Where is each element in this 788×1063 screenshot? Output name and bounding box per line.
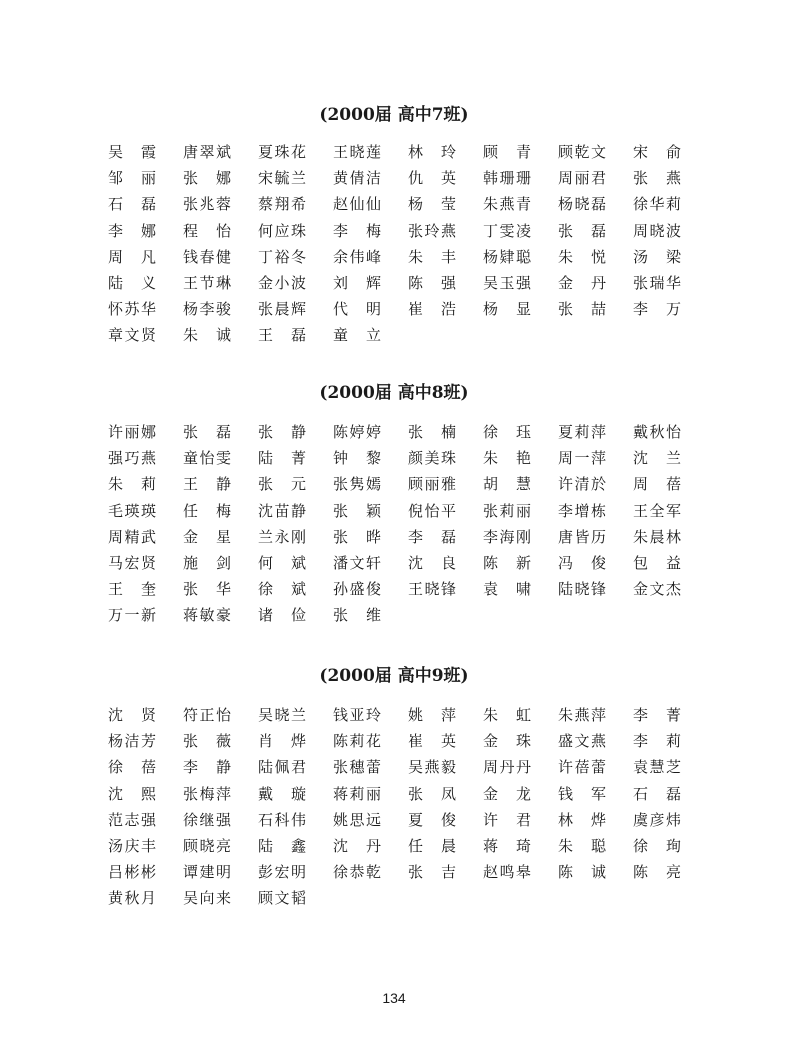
student-name: 颜美珠 bbox=[408, 449, 456, 468]
section-title-class-7: (2000届 高中7班) bbox=[319, 105, 469, 125]
student-name: 金小波 bbox=[258, 273, 306, 292]
student-name: 沈苗静 bbox=[258, 501, 306, 520]
student-name: 沈 贤 bbox=[108, 706, 156, 724]
student-name: 包 益 bbox=[633, 553, 681, 572]
student-name: 黄秋月 bbox=[108, 889, 156, 908]
student-name: 周 蓓 bbox=[633, 475, 681, 494]
student-name: 杨 显 bbox=[483, 300, 531, 319]
student-name: 夏 俊 bbox=[408, 810, 456, 829]
student-name: 彭宏明 bbox=[258, 863, 306, 882]
student-name: 周晓波 bbox=[633, 221, 681, 240]
student-name: 宋 俞 bbox=[633, 143, 681, 161]
student-name: 毛瑛瑛 bbox=[108, 501, 156, 520]
student-name: 陆 鑫 bbox=[258, 836, 306, 855]
student-name: 张 维 bbox=[333, 606, 381, 625]
student-name: 陆佩君 bbox=[258, 758, 306, 777]
student-name: 夏莉萍 bbox=[558, 423, 606, 441]
student-name: 石科伟 bbox=[258, 810, 306, 829]
student-name: 张 元 bbox=[258, 475, 306, 494]
student-name: 潘文轩 bbox=[333, 553, 381, 572]
student-name: 李 磊 bbox=[408, 527, 456, 546]
student-name: 代 明 bbox=[333, 300, 381, 319]
student-name: 朱 悦 bbox=[558, 247, 606, 266]
student-name: 许蓓蕾 bbox=[558, 758, 606, 777]
student-name: 朱晨林 bbox=[633, 527, 681, 546]
student-name: 程 怡 bbox=[183, 221, 231, 240]
student-name: 张 薇 bbox=[183, 732, 231, 751]
student-name: 林 烨 bbox=[558, 810, 606, 829]
student-name: 徐 蓓 bbox=[108, 758, 156, 777]
student-name: 徐继强 bbox=[183, 810, 231, 829]
student-name: 戴 璇 bbox=[258, 784, 306, 803]
student-name: 蔡翔希 bbox=[258, 195, 306, 214]
student-name: 张 晔 bbox=[333, 527, 381, 546]
student-name: 万一新 bbox=[108, 606, 156, 625]
student-name: 朱燕萍 bbox=[558, 706, 606, 724]
student-name: 李 万 bbox=[633, 300, 681, 319]
student-name: 陈婷婷 bbox=[333, 423, 381, 441]
student-name: 吴燕毅 bbox=[408, 758, 456, 777]
student-name: 张 燕 bbox=[633, 169, 681, 188]
student-name: 王 奎 bbox=[108, 580, 156, 599]
student-name: 黄倩洁 bbox=[333, 169, 381, 188]
student-name: 张 磊 bbox=[558, 221, 606, 240]
student-name: 石 磊 bbox=[108, 195, 156, 214]
student-name: 诸 俭 bbox=[258, 606, 306, 625]
student-name: 张隽嫣 bbox=[333, 475, 381, 494]
student-name: 张 华 bbox=[183, 580, 231, 599]
student-name: 谭建明 bbox=[183, 863, 231, 882]
name-grid-class-8 bbox=[108, 419, 708, 629]
student-name: 李 静 bbox=[183, 758, 231, 777]
student-name: 李海刚 bbox=[483, 527, 531, 546]
student-name: 施 剑 bbox=[183, 553, 231, 572]
student-name: 王晓锋 bbox=[408, 580, 456, 599]
student-name: 张瑞华 bbox=[633, 273, 681, 292]
student-name: 宋毓兰 bbox=[258, 169, 306, 188]
student-name: 许清於 bbox=[558, 475, 606, 494]
student-name: 朱 艳 bbox=[483, 449, 531, 468]
student-name: 钟 黎 bbox=[333, 449, 381, 468]
student-name: 周精武 bbox=[108, 527, 156, 546]
student-name: 杨洁芳 bbox=[108, 732, 156, 751]
student-name: 钱春健 bbox=[183, 247, 231, 266]
student-name: 杨李骏 bbox=[183, 300, 231, 319]
student-name: 陈 亮 bbox=[633, 863, 681, 882]
student-name: 何 斌 bbox=[258, 553, 306, 572]
student-name: 吴玉强 bbox=[483, 273, 531, 292]
student-name: 沈 良 bbox=[408, 553, 456, 572]
student-name: 吴 霞 bbox=[108, 143, 156, 161]
student-name: 张 颖 bbox=[333, 501, 381, 520]
student-name: 顾丽雅 bbox=[408, 475, 456, 494]
student-name: 沈 丹 bbox=[333, 836, 381, 855]
student-name: 唐皆历 bbox=[558, 527, 606, 546]
student-name: 陈 诚 bbox=[558, 863, 606, 882]
student-name: 朱 莉 bbox=[108, 475, 156, 494]
student-name: 范志强 bbox=[108, 810, 156, 829]
student-name: 蒋 琦 bbox=[483, 836, 531, 855]
student-name: 张 静 bbox=[258, 423, 306, 441]
section-title-class-8: (2000届 高中8班) bbox=[319, 383, 469, 403]
student-name: 杨晓磊 bbox=[558, 195, 606, 214]
student-name: 崔 英 bbox=[408, 732, 456, 751]
student-name: 朱 诚 bbox=[183, 326, 231, 345]
student-name: 李 菁 bbox=[633, 706, 681, 724]
student-name: 沈 熙 bbox=[108, 784, 156, 803]
student-name: 陈 新 bbox=[483, 553, 531, 572]
student-name: 张 娜 bbox=[183, 169, 231, 188]
student-name: 金 龙 bbox=[483, 784, 531, 803]
student-name: 张穗蕾 bbox=[333, 758, 381, 777]
student-name: 马宏贤 bbox=[108, 553, 156, 572]
student-name: 张兆蓉 bbox=[183, 195, 231, 214]
page-number: 134 bbox=[382, 990, 406, 1006]
student-name: 王节琳 bbox=[183, 273, 231, 292]
student-name: 童 立 bbox=[333, 326, 381, 345]
student-name: 顾文韬 bbox=[258, 889, 306, 908]
student-name: 唐翠斌 bbox=[183, 143, 231, 161]
student-name: 林 玲 bbox=[408, 143, 456, 161]
student-name: 戴秋怡 bbox=[633, 423, 681, 441]
student-name: 徐华莉 bbox=[633, 195, 681, 214]
student-name: 朱燕青 bbox=[483, 195, 531, 214]
student-name: 刘 辉 bbox=[333, 273, 381, 292]
student-name: 徐 斌 bbox=[258, 580, 306, 599]
student-name: 邹 丽 bbox=[108, 169, 156, 188]
student-name: 姚思远 bbox=[333, 810, 381, 829]
student-name: 汤 梁 bbox=[633, 247, 681, 266]
student-name: 沈 兰 bbox=[633, 449, 681, 468]
student-name: 张 楠 bbox=[408, 423, 456, 441]
student-name: 顾乾文 bbox=[558, 143, 606, 161]
student-name: 金文杰 bbox=[633, 580, 681, 599]
student-name: 童怡雯 bbox=[183, 449, 231, 468]
student-name: 张 磊 bbox=[183, 423, 231, 441]
student-name: 肖 烨 bbox=[258, 732, 306, 751]
student-name: 许丽娜 bbox=[108, 423, 156, 441]
student-name: 袁慧芝 bbox=[633, 758, 681, 777]
student-name: 蒋莉丽 bbox=[333, 784, 381, 803]
student-name: 张玲燕 bbox=[408, 221, 456, 240]
student-name: 吕彬彬 bbox=[108, 863, 156, 882]
student-name: 虞彦炜 bbox=[633, 810, 681, 829]
student-name: 王 静 bbox=[183, 475, 231, 494]
student-name: 韩珊珊 bbox=[483, 169, 531, 188]
student-name: 张 吉 bbox=[408, 863, 456, 882]
student-name: 符正怡 bbox=[183, 706, 231, 724]
student-name: 周 凡 bbox=[108, 247, 156, 266]
student-name: 仇 英 bbox=[408, 169, 456, 188]
student-name: 周丽君 bbox=[558, 169, 606, 188]
student-name: 余伟峰 bbox=[333, 247, 381, 266]
student-name: 王 磊 bbox=[258, 326, 306, 345]
student-name: 周丹丹 bbox=[483, 758, 531, 777]
student-name: 张梅萍 bbox=[183, 784, 231, 803]
student-name: 任 梅 bbox=[183, 501, 231, 520]
student-name: 吴晓兰 bbox=[258, 706, 306, 724]
student-name: 姚 萍 bbox=[408, 706, 456, 724]
student-name: 钱 军 bbox=[558, 784, 606, 803]
student-name: 兰永刚 bbox=[258, 527, 306, 546]
student-name: 朱 聪 bbox=[558, 836, 606, 855]
student-name: 李 梅 bbox=[333, 221, 381, 240]
student-name: 金 珠 bbox=[483, 732, 531, 751]
student-name: 陆 菁 bbox=[258, 449, 306, 468]
student-name: 夏珠花 bbox=[258, 143, 306, 161]
student-name: 李增栋 bbox=[558, 501, 606, 520]
student-name: 杨肄聪 bbox=[483, 247, 531, 266]
student-name: 石 磊 bbox=[633, 784, 681, 803]
student-name: 孙盛俊 bbox=[333, 580, 381, 599]
student-name: 陈莉花 bbox=[333, 732, 381, 751]
student-name: 吴向来 bbox=[183, 889, 231, 908]
student-name: 丁裕冬 bbox=[258, 247, 306, 266]
student-name: 胡 慧 bbox=[483, 475, 531, 494]
student-name: 钱亚玲 bbox=[333, 706, 381, 724]
name-grid-class-9 bbox=[108, 702, 708, 912]
student-name: 章文贤 bbox=[108, 326, 156, 345]
student-name: 朱 丰 bbox=[408, 247, 456, 266]
student-name: 陈 强 bbox=[408, 273, 456, 292]
student-name: 周一萍 bbox=[558, 449, 606, 468]
student-name: 王晓莲 bbox=[333, 143, 381, 161]
student-name: 徐恭乾 bbox=[333, 863, 381, 882]
student-name: 陆 义 bbox=[108, 273, 156, 292]
student-name: 杨 莹 bbox=[408, 195, 456, 214]
student-name: 崔 浩 bbox=[408, 300, 456, 319]
student-name: 冯 俊 bbox=[558, 553, 606, 572]
student-name: 丁雯凌 bbox=[483, 221, 531, 240]
student-name: 赵鸣皋 bbox=[483, 863, 531, 882]
student-name: 金 星 bbox=[183, 527, 231, 546]
student-name: 何应珠 bbox=[258, 221, 306, 240]
student-name: 汤庆丰 bbox=[108, 836, 156, 855]
student-name: 张 喆 bbox=[558, 300, 606, 319]
student-name: 陆晓锋 bbox=[558, 580, 606, 599]
student-name: 金 丹 bbox=[558, 273, 606, 292]
student-name: 顾 青 bbox=[483, 143, 531, 161]
section-title-class-9: (2000届 高中9班) bbox=[319, 666, 469, 686]
student-name: 强巧燕 bbox=[108, 449, 156, 468]
student-name: 蒋敏豪 bbox=[183, 606, 231, 625]
student-name: 盛文燕 bbox=[558, 732, 606, 751]
student-name: 张 凤 bbox=[408, 784, 456, 803]
student-name: 张莉丽 bbox=[483, 501, 531, 520]
student-name: 王全军 bbox=[633, 501, 681, 520]
student-name: 袁 啸 bbox=[483, 580, 531, 599]
student-name: 任 晨 bbox=[408, 836, 456, 855]
student-name: 怀苏华 bbox=[108, 300, 156, 319]
student-name: 徐 珣 bbox=[633, 836, 681, 855]
student-name: 顾晓亮 bbox=[183, 836, 231, 855]
student-name: 倪怡平 bbox=[408, 501, 456, 520]
name-grid-class-7 bbox=[108, 139, 708, 349]
student-name: 李 娜 bbox=[108, 221, 156, 240]
student-name: 许 君 bbox=[483, 810, 531, 829]
student-name: 朱 虹 bbox=[483, 706, 531, 724]
student-name: 张晨辉 bbox=[258, 300, 306, 319]
student-name: 徐 珏 bbox=[483, 423, 531, 441]
student-name: 赵仙仙 bbox=[333, 195, 381, 214]
student-name: 李 莉 bbox=[633, 732, 681, 751]
